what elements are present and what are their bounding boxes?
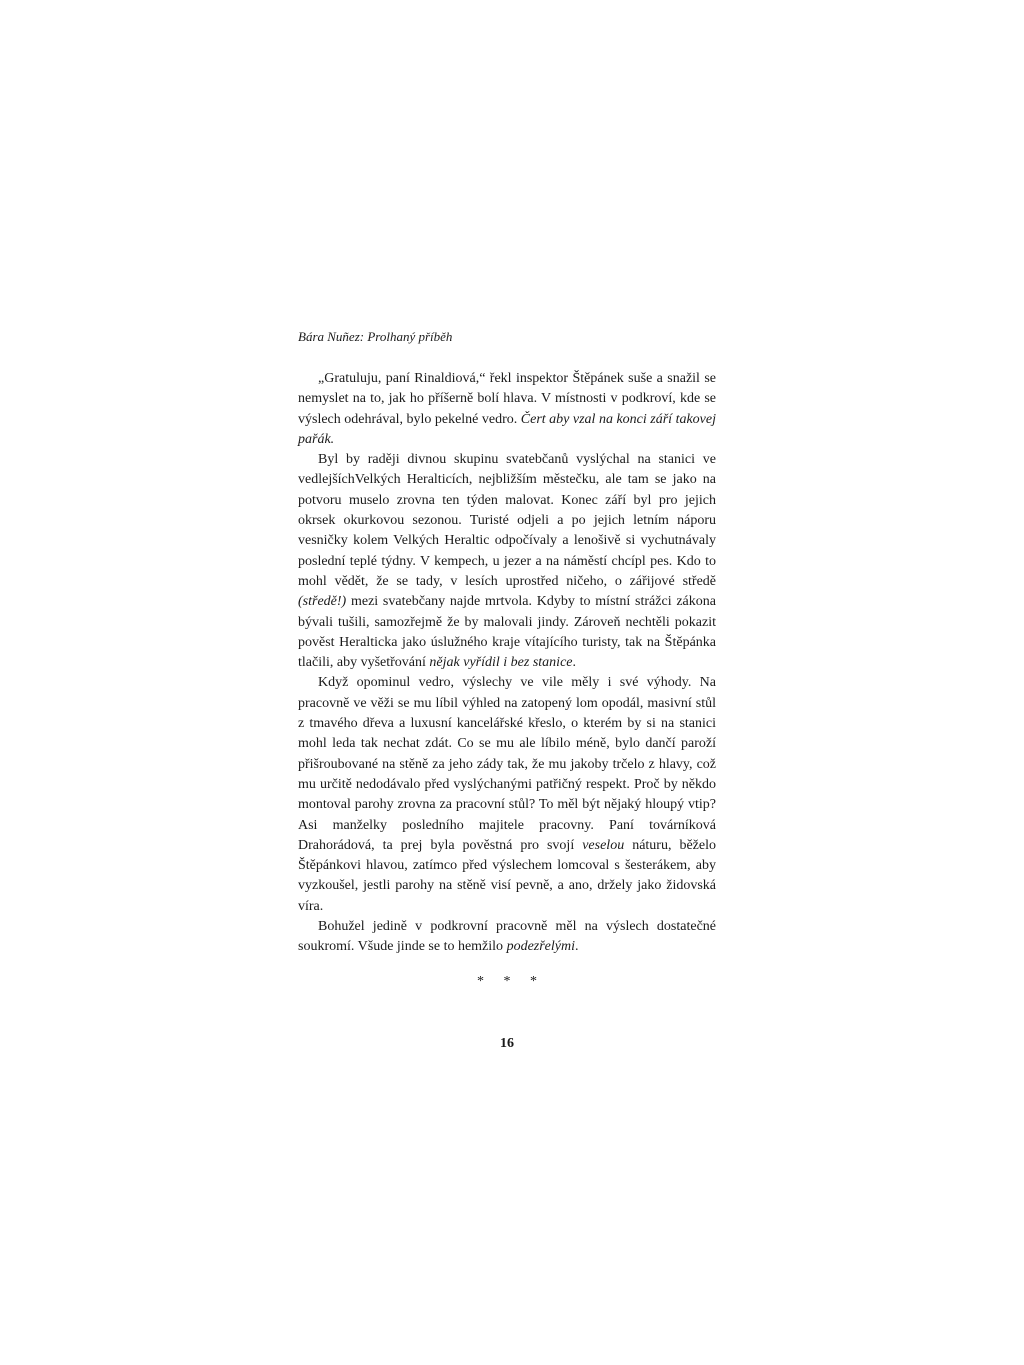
paragraph-3-italic: veselou <box>582 837 625 853</box>
paragraph-2-italic-a: (středě!) <box>298 594 347 610</box>
paragraph-1-italic: Čert aby vzal na konci září takovej pařák. <box>298 411 716 447</box>
paragraph-4-text-b: . <box>575 939 579 955</box>
paragraph-3 <box>298 673 716 917</box>
paragraph-2-text-c: . <box>572 655 576 671</box>
paragraph-2 <box>298 450 716 673</box>
running-head: Bára Nuñez: Prolhaný příběh <box>298 329 453 344</box>
book-page <box>298 327 716 990</box>
paragraph-1 <box>298 369 716 450</box>
paragraph-2-text-a: Byl by raději divnou skupinu svatebčanů vyslýchal na stanici ve vedlejšíchVelkých Heralticích, nejbližším městečku, ale tam se jako na potvoru muselo zrovna ten týden malovat. Konec září byl pro jejich okrsek okurkovou sezonou. Turisté odjeli a po jejich letním náporu vesničky kolem Velkých Heraltic odpočívaly a lenošivě si vychutnávaly poslední teplé týdny. V kempech, u jezer a na náměstí chcípl pes. Kdo to mohl vědět, že se tady, v lesích uprostřed ničeho, o zářijové středě <box>298 452 716 589</box>
paragraph-3-text-b: náturu, běželo Štěpánkovi hlavou, zatímco před výslechem lomcoval s šesterákem, aby vyzkoušel, jestli parohy na stěně visí pevně, a ano, držely jako židovská víra. <box>298 837 716 914</box>
page-number: 16 <box>500 1036 514 1051</box>
paragraph-1-text: „Gratuluju, paní Rinaldiová,“ řekl inspektor Štěpánek suše a snažil se nemyslet na to, jak ho příšerně bolí hlava. V místnosti v podkroví, kde se výslech odehrával, bylo pekelné vedro. <box>298 371 716 427</box>
paragraph-4-italic: podezřelými <box>506 939 575 955</box>
body-text <box>298 369 716 958</box>
paragraph-2-text-b: mezi svatebčany najde mrtvola. Kdyby to místní strážci zákona bývali tušili, samozřejmě že by malovali jindy. Zároveň nechtěli pokazit pověst Heralticka jako úslužného kraje vítajícího turisty, tak na Štěpánka tlačili, aby vyšetřování <box>298 594 716 671</box>
paragraph-4 <box>298 917 716 958</box>
paragraph-4-text-a: Bohužel jedině v podkrovní pracovně měl na výslech dostatečné soukromí. Všude jinde se to hemžilo <box>298 919 716 955</box>
paragraph-3-text-a: Když opominul vedro, výslechy ve vile měly i své výhody. Na pracovně ve věži se mu líbil výhled na zatopený lom opodál, masivní stůl z tmavého dřeva a luxusní kancelářské křeslo, o kterém by si na stanici mohl leda tak nechat zdát. Co se mu ale líbilo méně, bylo dančí paroží přišroubované na stěně za jeho zády tak, že mu jakoby trčelo z hlavy, což mu určitě nedodávalo před vyslýchanými patřičný respekt. Proč by někdo montoval parohy zrovna za pracovní stůl? To měl být nějaký hloupý vtip? Asi manželky posledního majitele pracovny. Paní továrníková Drahorádová, ta prej byla pověstná pro svojí <box>298 675 716 853</box>
section-separator: * * * <box>477 973 545 989</box>
paragraph-2-italic-b: nějak vyřídil i bez stanice <box>429 655 573 671</box>
